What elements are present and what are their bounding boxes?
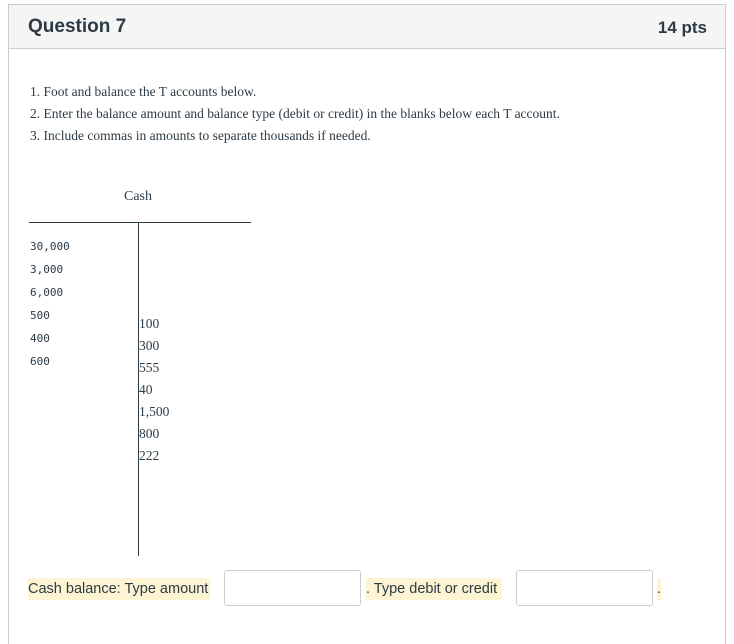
balance-amount-label: Cash balance: Type amount <box>28 578 210 600</box>
t-account-horizontal-line <box>29 222 251 223</box>
question-points: 14 pts <box>657 18 707 37</box>
debit-entry: 3,000 <box>30 263 64 276</box>
balance-amount-input[interactable] <box>224 570 361 606</box>
end-punctuation: . <box>657 578 661 600</box>
instructions-list <box>30 81 560 147</box>
debit-entry: 400 <box>30 332 50 345</box>
debit-entry: 6,000 <box>30 286 64 299</box>
credit-column <box>139 316 169 470</box>
instruction-item: 1. Foot and balance the T accounts below. <box>30 84 257 99</box>
question-title: Question 7 <box>28 16 127 37</box>
credit-entry: 100 <box>139 316 160 331</box>
debit-column <box>30 240 70 378</box>
credit-entry: 300 <box>139 338 160 353</box>
debit-entry: 500 <box>30 309 50 322</box>
instruction-item: 2. Enter the balance amount and balance type (debit or credit) in the blanks below each T account. <box>30 106 560 121</box>
credit-entry: 555 <box>139 360 160 375</box>
balance-type-input[interactable] <box>516 570 653 606</box>
t-account-title: Cash <box>124 189 152 204</box>
credit-entry: 1,500 <box>139 404 170 419</box>
balance-type-label: . Type debit or credit <box>366 578 502 600</box>
credit-entry: 800 <box>139 426 160 441</box>
credit-entry: 40 <box>139 382 153 397</box>
debit-entry: 30,000 <box>30 240 70 253</box>
debit-entry: 600 <box>30 355 50 368</box>
instruction-item: 3. Include commas in amounts to separate thousands if needed. <box>30 128 371 143</box>
question-card <box>8 4 726 644</box>
credit-entry: 222 <box>139 448 160 463</box>
question-header <box>9 5 725 49</box>
answer-row <box>28 570 668 606</box>
